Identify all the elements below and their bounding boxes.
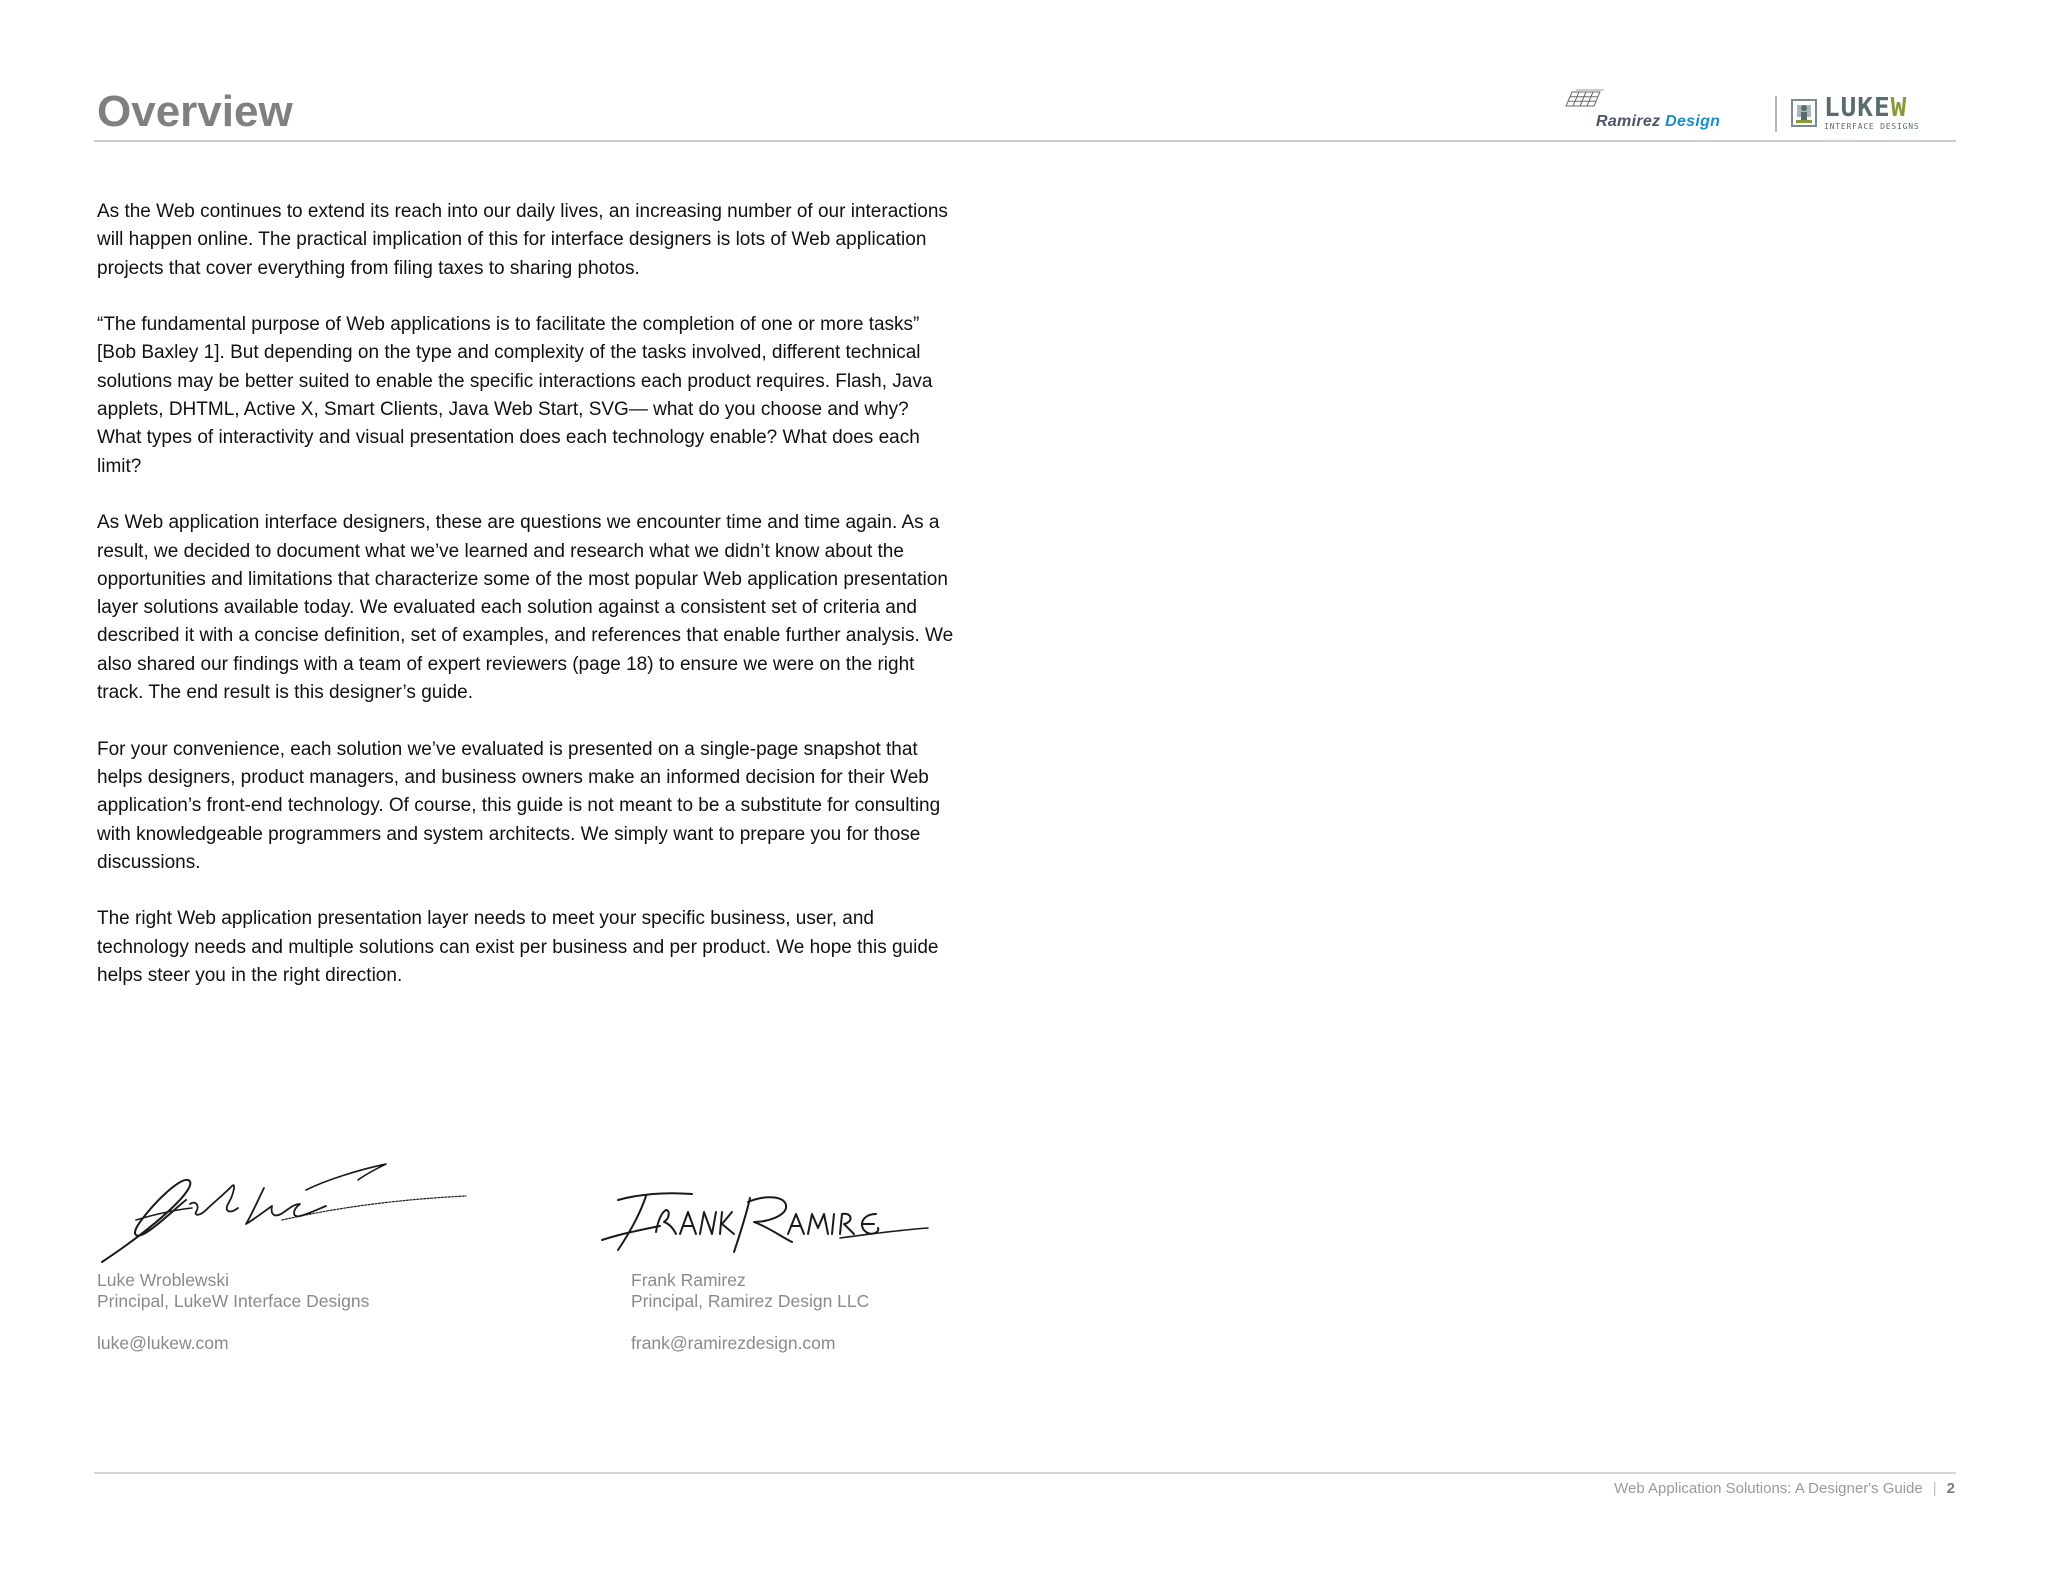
signer-name: Luke Wroblewski bbox=[97, 1270, 229, 1290]
signer-name: Frank Ramirez bbox=[631, 1270, 746, 1290]
paragraph: “The fundamental purpose of Web applications is to facilitate the completion of one or more tasks” [Bob Baxley 1]. But depending on the type and complexity of the tasks involved, different technical solutions may be better suited to enable the specific interactions each product requires. Flash, Java applets, DHTML, Active X, Smart Clients, Java Web Start, SVG— what do you choose and why? What types of interactivity and visual presentation does each technology enable? What does each limit? bbox=[97, 314, 933, 477]
paragraph: As the Web continues to extend its reach into our daily lives, an increasing number of our interactions will happen online. The practical implication of this for interface designers is lots of Web application projects that cover everything from filing taxes to sharing photos. bbox=[97, 201, 948, 279]
header-logos bbox=[1560, 86, 1956, 138]
signer-frank bbox=[631, 1270, 869, 1354]
ramirez-grid-icon bbox=[1564, 88, 1608, 110]
lukew-figure-icon bbox=[1790, 96, 1820, 128]
lukew-subtitle: INTERFACE DESIGNS bbox=[1824, 122, 1920, 131]
paragraph: The right Web application presentation layer needs to meet your specific business, user, and technology needs and multiple solutions can exist per business and per product. We hope this guide helps steer you in the right direction. bbox=[97, 908, 939, 987]
ramirez-wordmark: Ramirez Design bbox=[1596, 113, 1721, 130]
header-divider bbox=[94, 140, 1956, 142]
signer-title: Principal, Ramirez Design LLC bbox=[631, 1291, 870, 1311]
lukew-wordmark: LUKEW bbox=[1824, 93, 1908, 123]
ramirez-design-logo bbox=[1560, 86, 1760, 136]
paragraph: For your convenience, each solution we’ve evaluated is presented on a single-page snapshot that helps designers, product managers, and business owners make an informed decision for their Web application’s front-end technology. Of course, this guide is not meant to be a substitute for consulting with knowledgeable programmers and system architects. We simply want to prepare you for those discussions. bbox=[97, 738, 941, 873]
signer-luke bbox=[97, 1270, 369, 1354]
luke-signature bbox=[96, 1160, 476, 1270]
footer-doc-title: Web Application Solutions: A Designer's Guide bbox=[1614, 1480, 1923, 1497]
frank-signature bbox=[600, 1180, 930, 1260]
lukew-logo bbox=[1790, 94, 1956, 134]
paragraph: As Web application interface designers, these are questions we encounter time and time again. As a result, we decided to document what we’ve learned and research what we didn’t know about the opportunities and limitations that characterize some of the most popular Web application presentation layer solutions available today. We evaluated each solution against a consistent set of criteria and described it with a concise definition, set of examples, and references that enable further analysis. We also shared our findings with a team of expert reviewers (page 18) to ensure we were on the right track. The end result is this designer’s guide. bbox=[97, 512, 954, 704]
footer-separator: | bbox=[1932, 1480, 1937, 1497]
page-title: Overview bbox=[97, 87, 293, 136]
page-number: 2 bbox=[1946, 1480, 1955, 1497]
signer-email[interactable]: luke@lukew.com bbox=[97, 1333, 229, 1353]
footer-divider bbox=[94, 1472, 1956, 1474]
overview-body bbox=[97, 198, 957, 1019]
signer-email[interactable]: frank@ramirezdesign.com bbox=[631, 1333, 836, 1353]
logo-divider bbox=[1775, 96, 1777, 132]
page-footer bbox=[1614, 1479, 1955, 1499]
signer-title: Principal, LukeW Interface Designs bbox=[97, 1291, 370, 1311]
